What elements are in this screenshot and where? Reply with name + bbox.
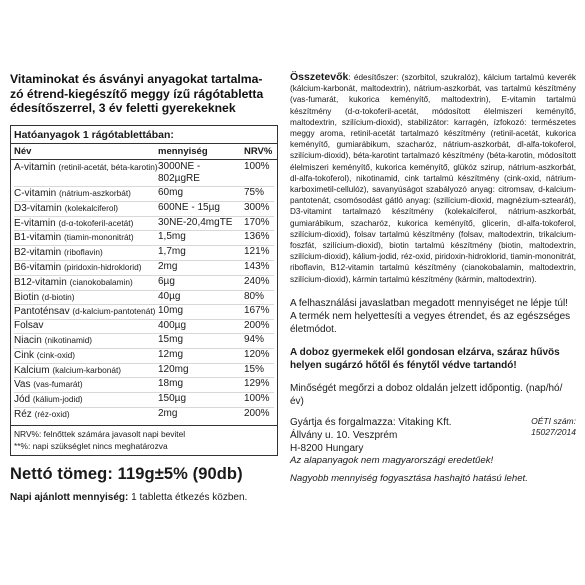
storage-warning: A doboz gyermekek elől gondosan elzárva, száraz hűvös helyen sugárzó hőtől és fénytől védve tartandó! — [290, 346, 560, 371]
nutrient-source: (d-biotin) — [41, 291, 75, 302]
table-body — [11, 160, 277, 425]
nutrient-name — [14, 261, 158, 275]
table-row — [14, 393, 274, 408]
nutrient-source: (kalcium-karbonát) — [52, 364, 122, 375]
nutrient-source: (nátrium-aszkorbát) — [59, 188, 131, 199]
nutrient-amount: 15mg — [158, 334, 184, 346]
nutrient-source: (d-kalcium-pantotenát) — [72, 306, 156, 317]
nutrient-amount: 600NE - 15µg — [158, 201, 220, 213]
net-weight: Nettó tömeg: 119g±5% (90db) — [10, 464, 243, 483]
nutrient-label: B2-vitamin — [14, 247, 62, 259]
nutrient-source: (cianokobalamin) — [69, 276, 133, 287]
nutrient-nrv: 136% — [244, 231, 270, 243]
table-row — [14, 364, 274, 379]
table-row — [14, 246, 274, 261]
col-amount-header: mennyiség — [158, 145, 208, 157]
nutrient-nrv: 75% — [244, 187, 265, 199]
nutrient-label: Niacin — [14, 335, 42, 347]
nutrient-name — [14, 187, 158, 201]
nutrient-name — [14, 202, 158, 216]
nutrient-amount: 1,7mg — [158, 246, 186, 258]
nutrient-label: D3-vitamin — [14, 202, 62, 214]
nutrient-source: (piridoxin-hidroklorid) — [64, 262, 142, 273]
nutrient-amount: 18mg — [158, 378, 184, 390]
nutrient-amount: 3000NE - 802µgRE — [158, 160, 201, 185]
title-line-2: zó étrend-kiegészítő meggy ízű rágótabletta — [10, 86, 264, 101]
nutrient-source: (nikotinamid) — [44, 335, 93, 346]
nutrient-source: (kolekalciferol) — [64, 202, 119, 213]
nutrient-amount: 400µg — [158, 320, 187, 332]
daily-dose — [10, 492, 278, 503]
title-line-1: Vitaminokat és ásványi anyagokat tartalma- — [10, 72, 263, 86]
nutrient-source: (réz-oxid) — [34, 409, 70, 420]
nutrient-label: Folsav — [14, 320, 44, 332]
usage-warning: A felhasználási javaslatban megadott mennyiséget ne lépje túl! A termék nem helyettesíti a vegyes étrendet, és az egészséges életmódot. — [290, 297, 571, 335]
nutrient-amount: 120mg — [158, 363, 189, 375]
nutrient-amount: 12mg — [158, 348, 184, 360]
oeti-value: 15027/2014 — [531, 426, 576, 437]
right-column — [290, 72, 576, 486]
nutrient-amount: 10mg — [158, 305, 184, 317]
nutrient-name — [14, 217, 158, 231]
nutrient-nrv: 167% — [244, 305, 270, 317]
nutrient-source: (cink-oxid) — [36, 349, 76, 360]
nutrient-name — [14, 320, 158, 333]
raw-material-origin: Az alapanyagok nem magyarországi eredetűek! — [290, 454, 494, 466]
nutrient-amount: 6µg — [158, 275, 175, 287]
nutrient-name — [14, 378, 158, 392]
table-row — [14, 231, 274, 246]
nutrient-label: B1-vitamin — [14, 232, 62, 244]
ingredients-label: Összetevők — [290, 71, 349, 83]
table-row — [14, 161, 274, 188]
nutrient-nrv: 15% — [244, 363, 265, 375]
nutrient-name — [14, 231, 158, 245]
nutrient-label: Réz — [14, 409, 32, 421]
table-row — [14, 334, 274, 349]
daily-dose-text: 1 tabletta étkezés közben. — [128, 491, 248, 503]
ingredients-text: : édesítőszer: (szorbitol, szukralóz), kálcium tartalmú keverék (kálcium-karbonát, maltodextrin), nátrium-aszkorbát, vas tartalmú készítmény (vas-fumarát, kukorica keményítő, maltodextrin), E-vitamin tartalmú készítmény (d-α-tokoferil-acetát, módosított élelmiszeri keményítő, maltodextrin, szilícium-dioxid), stabilizátor: karragén, ízfokozó: természetes meggy aroma, retinil-acetát tartalmazó készítmény (retinil-acetát, kukorica keményítő, gumiarábikum, szacharóz, nátrium-aszkorbát, dl-alfa-tokoferol, szilícium-dioxid), béta-karotint tartalmazó készítmény (béta-karotin, módosított élelmiszeri keményítő, kukorica keményítő, glükóz szirup, nátrium-aszkorbát, dl-alfa-tokoferol), nikotinamid, cink tartalmú készítmény (cink-oxid, nátrium-karboximetil-cellulóz), savanyúságot szabályozó anyag: citromsav, d-kalcium-pantotenát, csomósodást gátló anyag: (szilícium-dioxid, magnézium-sztearát), D3-vitamint tartalmazó készítmény (kolekalciferol, nátrium-aszkorbát, gumiarábikum, szacharóz, kukorica keményítő, glicerin, dl-alfa-tokoferol, szilícium-dioxid), folsav tartalmú készítmény (folsav, maltodextrin, trikalcium-foszfát, szilícium-dioxid), biotin tartalmú készítmény (biotin, maltodextrin, szilícium-dioxid), kálium-jodid, réz-oxid, piridoxin-hidroklorid, tiamin-mononitrát, riboflavin, B12-vitamin tartalmú készítmény (cianokobalamin, maltodextrin, szilícium-dioxid), kármin tartalmú készítmény (kármin, maltodextrin). — [290, 73, 576, 284]
table-heading: Hatóanyagok 1 rágótablettában: — [11, 126, 277, 144]
note-nrv: NRV%: felnőttek számára javasolt napi bevitel — [14, 428, 186, 439]
manufacturer-line-1: Gyártja és forgalmazza: Vitaking Kft. — [290, 416, 452, 428]
nutrient-amount: 2mg — [158, 408, 178, 420]
nutrient-amount: 150µg — [158, 393, 187, 405]
nutrient-label: Vas — [14, 379, 31, 391]
manufacturer-line-2: Állvány u. 10. Veszprém — [290, 429, 398, 441]
nutrient-label: A-vitamin — [14, 161, 56, 173]
table-row — [14, 408, 274, 422]
manufacturer-block — [290, 416, 576, 455]
nutrient-source: (vas-fumarát) — [33, 379, 83, 390]
nutrient-source: (kálium-jodid) — [32, 394, 83, 405]
manufacturer-line-3: H-8200 Hungary — [290, 442, 364, 454]
nutrient-name — [14, 408, 158, 422]
nutrient-label: Cink — [14, 349, 35, 361]
nutrient-nrv: 143% — [244, 261, 270, 273]
nutrient-amount: 30NE-20,4mgTE — [158, 216, 233, 228]
daily-dose-label: Napi ajánlott mennyiség: — [10, 491, 129, 503]
product-title — [10, 72, 278, 116]
table-notes — [11, 425, 277, 455]
nutrient-name — [14, 364, 158, 378]
nutrient-nrv: 170% — [244, 216, 270, 228]
nutrition-table — [10, 125, 278, 456]
nutrient-source: (retinil-acetát, béta-karotin) — [58, 161, 158, 172]
nutrient-amount: 1,5mg — [158, 231, 186, 243]
nutrient-source: (d-α-tokoferil-acetát) — [58, 217, 134, 228]
table-row — [14, 202, 274, 217]
ingredients-block — [290, 72, 576, 285]
nutrient-nrv: 80% — [244, 290, 265, 302]
nutrient-nrv: 200% — [244, 320, 270, 332]
nutrient-name — [14, 161, 158, 175]
shelf-life: Minőségét megőrzi a doboz oldalán jelzett időpontig. (nap/hó/év) — [290, 382, 563, 407]
col-name-header: Név — [14, 145, 32, 157]
table-row — [14, 349, 274, 364]
nutrient-amount: 2mg — [158, 261, 178, 273]
table-row — [14, 320, 274, 334]
table-row — [14, 378, 274, 393]
nutrient-label: Biotin — [14, 291, 40, 303]
nutrient-label: B6-vitamin — [14, 262, 62, 274]
nutrient-name — [14, 246, 158, 260]
nutrient-nrv: 120% — [244, 348, 270, 360]
nutrient-name — [14, 276, 158, 290]
nutrient-source: (tiamin-mononitrát) — [64, 232, 134, 243]
nutrient-nrv: 300% — [244, 201, 270, 213]
nutrient-name — [14, 305, 158, 319]
nutrient-name — [14, 291, 158, 305]
nutrient-amount: 60mg — [158, 187, 184, 199]
nutrient-source: (riboflavin) — [64, 247, 103, 258]
table-row — [14, 187, 274, 202]
table-row — [14, 217, 274, 232]
note-undefined: **%: napi szükséglet nincs meghatározva — [14, 440, 168, 451]
nutrient-nrv: 100% — [244, 393, 270, 405]
nutrient-label: B12-vitamin — [14, 276, 67, 288]
table-row — [14, 261, 274, 276]
nutrient-label: Jód — [14, 394, 31, 406]
nutrient-label: Pantoténsav — [14, 306, 70, 318]
nutrient-label: C-vitamin — [14, 188, 57, 200]
nutrient-nrv: 100% — [244, 160, 270, 172]
nutrient-nrv: 240% — [244, 275, 270, 287]
nutrient-name — [14, 349, 158, 363]
overdose-warning: Nagyobb mennyiség fogyasztása hashajtó hatású lehet. — [290, 473, 528, 485]
oeti-number — [494, 416, 576, 455]
nutrient-amount: 40µg — [158, 290, 181, 302]
nutrient-nrv: 129% — [244, 378, 270, 390]
table-header-row — [11, 144, 277, 160]
nutrient-name — [14, 334, 158, 348]
nutrient-nrv: 94% — [244, 334, 265, 346]
nutrient-label: E-vitamin — [14, 217, 56, 229]
nutrient-nrv: 200% — [244, 408, 270, 420]
nutrient-nrv: 121% — [244, 246, 270, 258]
col-nrv-header: NRV% — [244, 145, 273, 157]
nutrient-label: Kalcium — [14, 364, 50, 376]
manufacturer-address — [290, 416, 494, 455]
nutrient-name — [14, 393, 158, 407]
table-row — [14, 276, 274, 291]
title-line-3: édesítőszerrel, 3 év feletti gyerekeknek — [10, 101, 236, 115]
table-row — [14, 305, 274, 320]
oeti-label: OÉTI szám: — [531, 415, 576, 426]
left-column — [10, 72, 278, 503]
table-row — [14, 291, 274, 306]
